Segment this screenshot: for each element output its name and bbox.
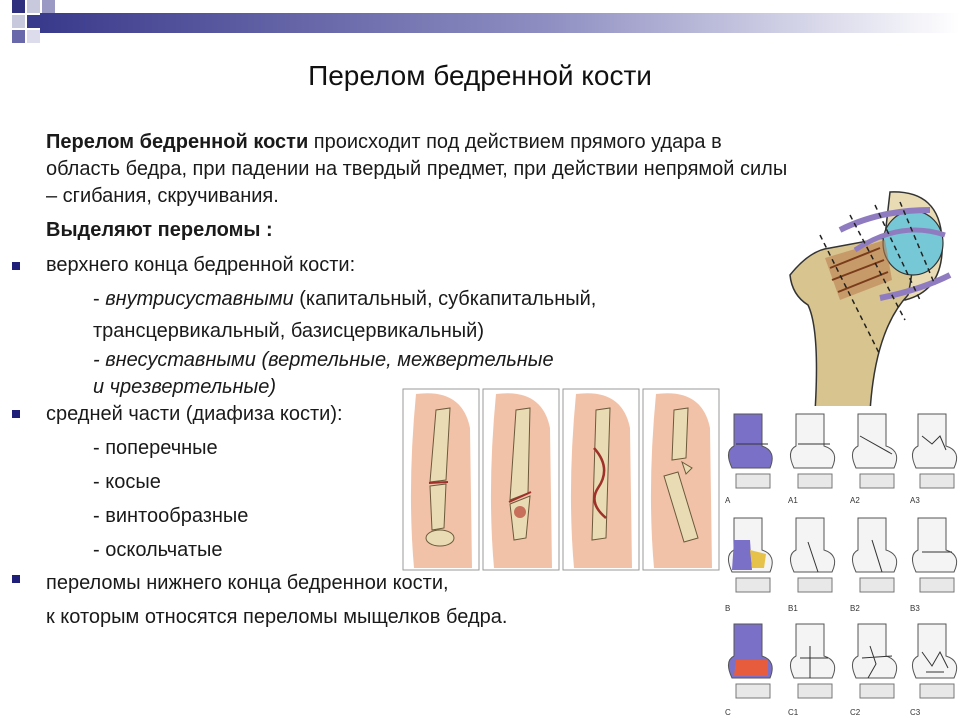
bullet-marker-1	[12, 262, 20, 270]
upper-item-1: - внутрисуставными (капитальный, субкапитальный,	[93, 288, 597, 310]
bullet-lower-end-continuation: к которым относятся переломы мыщелков бедра.	[46, 606, 508, 628]
intro-line-3: – сгибания, скручивания.	[46, 185, 279, 207]
bullet-marker-2	[12, 410, 20, 418]
shaft-fracture-types-illustration	[402, 388, 720, 571]
knee-label-b3: B3	[910, 604, 920, 613]
distal-femur-classification-grid	[722, 406, 960, 720]
shaft-item-1: - поперечные	[93, 437, 218, 459]
knee-label-b1: B1	[788, 604, 798, 613]
knee-grid-drawing	[722, 406, 960, 720]
knee-label-c2: C2	[850, 708, 861, 717]
bullet-shaft: средней части (диафиза кости):	[46, 403, 343, 425]
spiral-fracture-figure	[563, 389, 639, 570]
bullet-upper-end: верхнего конца бедренной кости:	[46, 254, 356, 276]
bullet-marker-3	[12, 575, 20, 583]
intro-line-2: область бедра, при падении на твердый предмет, при действии непрямой силы	[46, 158, 788, 180]
shaft-item-2: - косые	[93, 471, 161, 493]
types-heading: Выделяют переломы :	[46, 219, 273, 241]
upper-item-2: трансцервикальный, базисцервикальный)	[93, 320, 484, 342]
knee-label-b: B	[725, 604, 731, 613]
knee-label-a2: A2	[850, 496, 860, 505]
knee-label-a: A	[725, 496, 731, 505]
shaft-fractures-panel	[402, 388, 720, 571]
knee-label-b2: B2	[850, 604, 860, 613]
knee-label-a1: A1	[788, 496, 798, 505]
shaft-item-4: - оскольчатые	[93, 539, 223, 561]
bullet-lower-end: переломы нижнего конца бедреннои кости,	[46, 572, 449, 594]
knee-label-c: C	[725, 708, 731, 717]
femur-neck-fracture-illustration	[780, 180, 960, 412]
knee-label-a3: A3	[910, 496, 920, 505]
upper-item-3: - внесуставными (вертельные, межвертельные	[93, 349, 554, 371]
intro-line-1: Перелом бедренной кости происходит под действием прямого удара в	[46, 131, 722, 153]
knee-label-c1: C1	[788, 708, 799, 717]
shaft-item-3: - винтообразные	[93, 505, 249, 527]
upper-item-4: и чрезвертельные)	[93, 376, 277, 398]
header-decoration	[0, 0, 960, 60]
knee-label-c3: C3	[910, 708, 921, 717]
transverse-fracture-figure	[403, 389, 479, 570]
page-title: Перелом бедренной кости	[308, 60, 652, 91]
comminuted-fracture-figure	[643, 389, 719, 570]
oblique-fracture-figure	[483, 389, 559, 570]
